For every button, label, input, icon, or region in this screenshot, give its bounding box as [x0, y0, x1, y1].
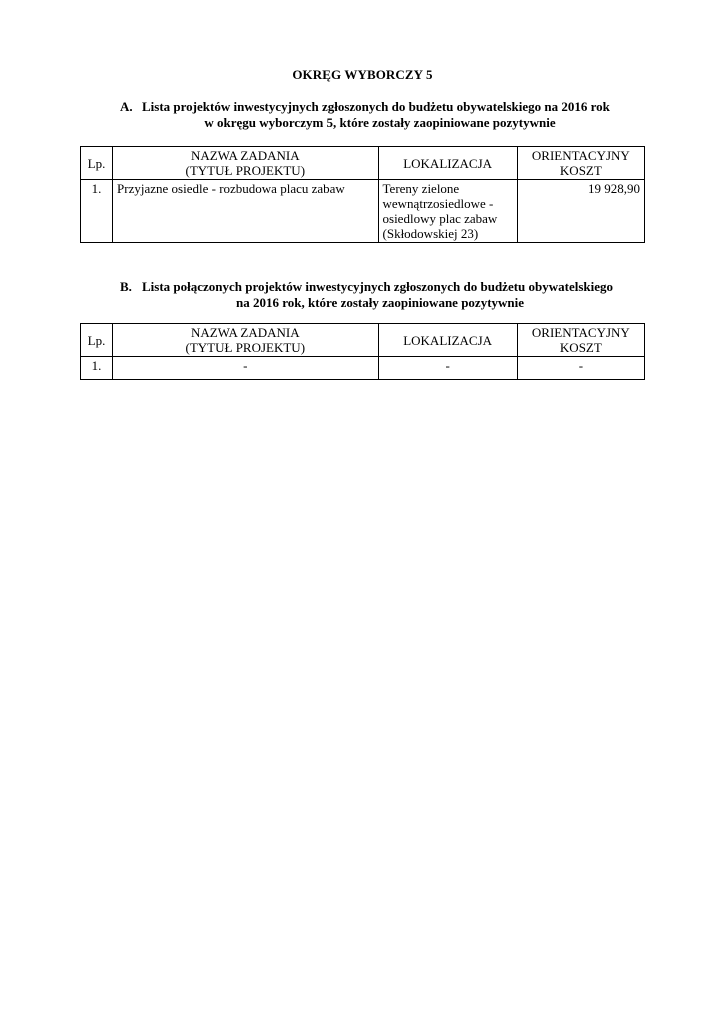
header-name-line1: NAZWA ZADANIA — [190, 325, 300, 340]
section-a-table — [80, 146, 645, 243]
section-b-heading-line1 — [100, 279, 660, 295]
table-row — [81, 357, 645, 380]
section-b-heading-text: Lista połączonych projektów inwestycyjnych zgłoszonych do budżetu obywatelskiego — [142, 279, 614, 294]
cell-location: - — [378, 357, 517, 380]
section-b-letter: B. — [120, 279, 132, 294]
header-cost-line1: ORIENTACYJNY — [531, 148, 630, 163]
cell-location-line3: osiedlowy plac zabaw — [382, 211, 498, 226]
header-lp: Lp. — [81, 147, 113, 180]
header-cost-line2: KOSZT — [559, 340, 602, 355]
header-name-line2: (TYTUŁ PROJEKTU) — [185, 163, 306, 178]
table-header-row — [81, 324, 645, 357]
section-b-table — [80, 323, 645, 380]
header-cost-line1: ORIENTACYJNY — [531, 325, 630, 340]
header-name — [113, 324, 378, 357]
cell-name: - — [113, 357, 378, 380]
section-a-heading-line1 — [100, 99, 660, 115]
table-header-row — [81, 147, 645, 180]
cell-cost: - — [517, 357, 644, 380]
header-name-line2: (TYTUŁ PROJEKTU) — [185, 340, 306, 355]
cell-name: Przyjazne osiedle - rozbudowa placu zabaw — [113, 180, 378, 243]
cell-location-line4: (Skłodowskiej 23) — [382, 226, 479, 241]
section-b-heading-line2: na 2016 rok, które zostały zaopiniowane pozytywnie — [235, 295, 525, 310]
document-title: OKRĘG WYBORCZY 5 — [292, 67, 433, 82]
cell-lp: 1. — [81, 180, 113, 243]
header-cost — [517, 324, 644, 357]
section-a-heading — [100, 99, 660, 131]
section-a-heading-line2: w okręgu wyborczym 5, które zostały zaopiniowane pozytywnie — [204, 115, 556, 130]
cell-lp: 1. — [81, 357, 113, 380]
header-name — [113, 147, 378, 180]
header-location: LOKALIZACJA — [378, 324, 517, 357]
header-name-line1: NAZWA ZADANIA — [190, 148, 300, 163]
table-row — [81, 180, 645, 243]
header-cost-line2: KOSZT — [559, 163, 602, 178]
section-b-heading — [100, 279, 660, 311]
cell-location-line2: wewnątrzosiedlowe - — [382, 196, 494, 211]
section-a-heading-text: Lista projektów inwestycyjnych zgłoszonych do budżetu obywatelskiego na 2016 rok — [142, 99, 610, 114]
cell-location-line1: Tereny zielone — [382, 181, 460, 196]
section-a-letter: A. — [120, 99, 133, 114]
cell-location — [378, 180, 517, 243]
header-cost — [517, 147, 644, 180]
header-location: LOKALIZACJA — [378, 147, 517, 180]
cell-cost: 19 928,90 — [517, 180, 644, 243]
header-lp: Lp. — [81, 324, 113, 357]
